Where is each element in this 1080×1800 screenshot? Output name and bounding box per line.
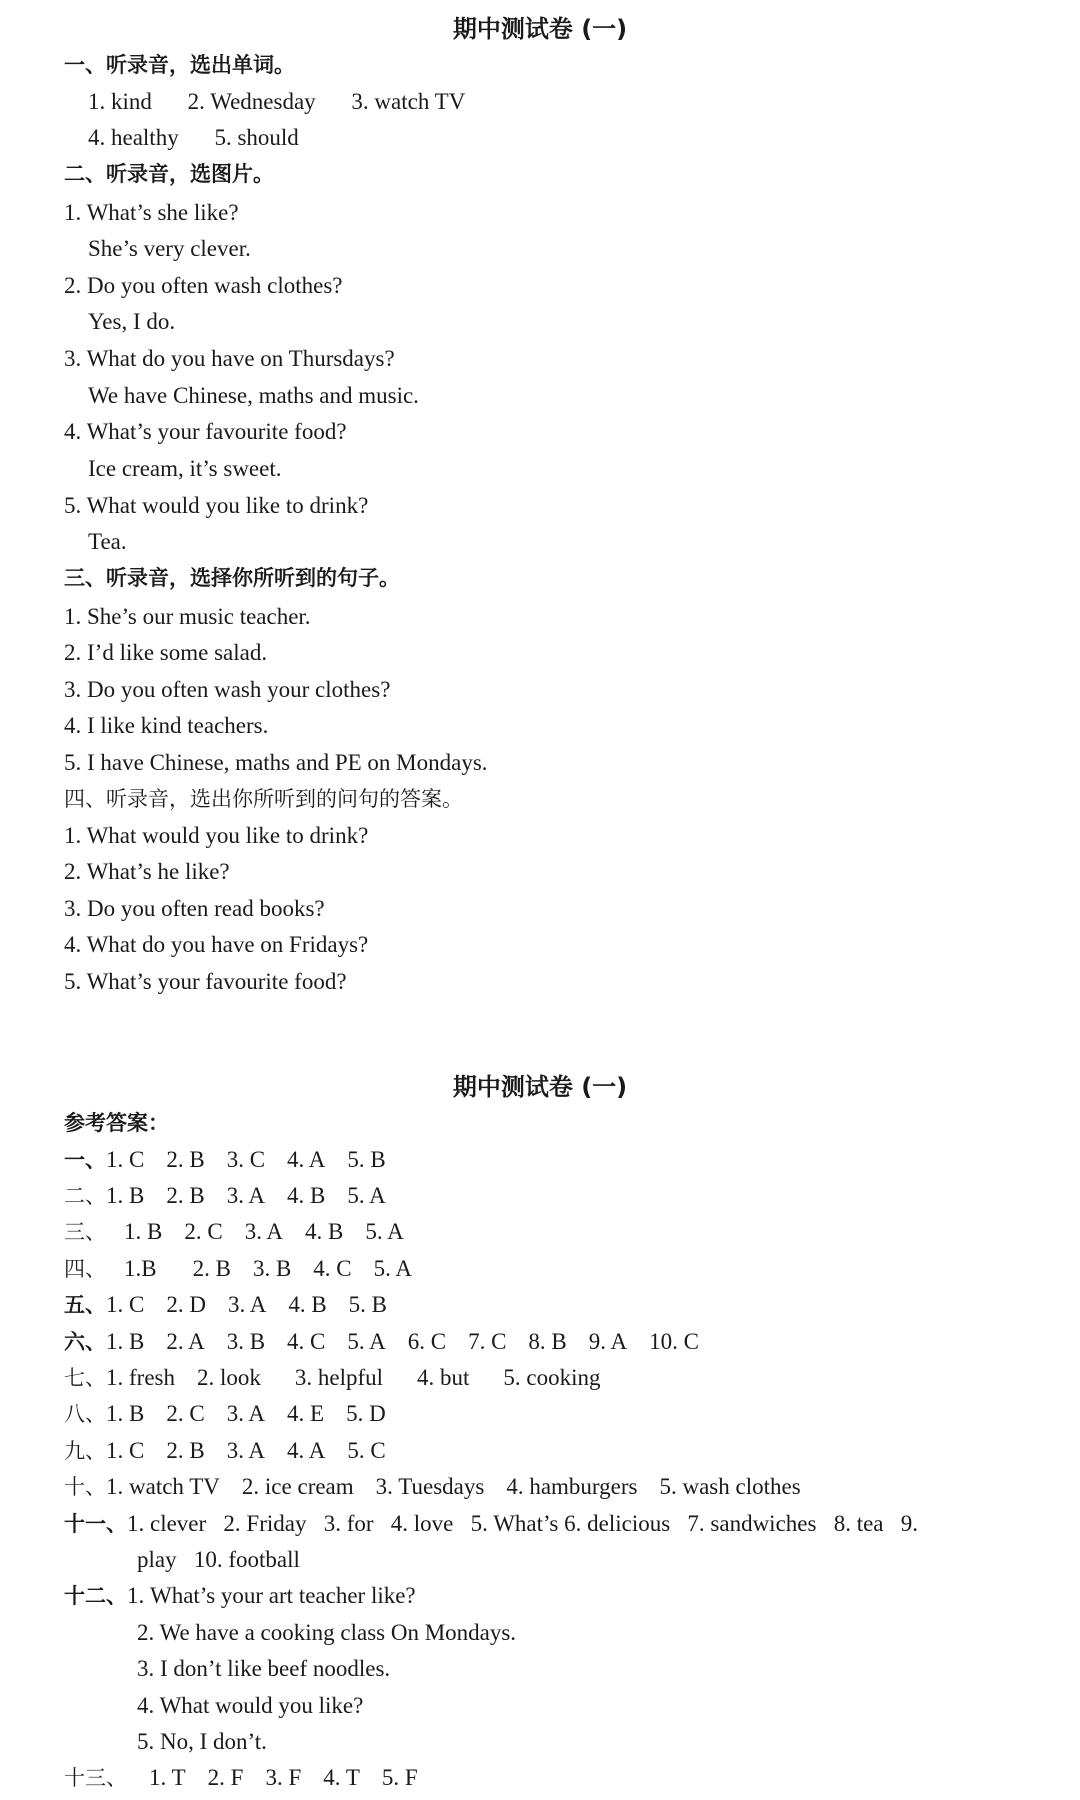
script-line: Ice cream, it’s sweet. <box>88 456 282 481</box>
script-line: 5. What’s your favourite food? <box>64 969 347 994</box>
row-prefix: 三、 <box>64 1220 106 1244</box>
answer-row-8 <box>64 1399 408 1429</box>
answer-line: 1. What’s your art teacher like? <box>127 1583 416 1608</box>
answer-item: 2. D <box>166 1292 206 1317</box>
answer-item: 1. C <box>106 1438 145 1463</box>
script-line: 2. What’s he like? <box>64 859 230 884</box>
answer-item: 4. E <box>287 1401 325 1426</box>
answer-item: 4. B <box>305 1219 344 1244</box>
answer-item: 4. A <box>287 1147 326 1172</box>
section-1-row-1 <box>88 87 465 117</box>
answer-item: 2. F <box>207 1765 244 1790</box>
row-prefix: 十三、 <box>64 1766 127 1790</box>
answers-title: 期中测试卷 (一) <box>452 1073 628 1101</box>
section-1-heading: 一、听录音，选出单词。 <box>64 53 295 77</box>
answer-item: 3. A <box>227 1292 267 1317</box>
script-line: 1. What would you like to drink? <box>64 823 369 848</box>
answer-item: 5. B <box>348 1292 387 1317</box>
answer-row-7 <box>64 1363 623 1393</box>
script-line: 3. Do you often wash your clothes? <box>64 677 391 702</box>
script-line: We have Chinese, maths and music. <box>88 383 419 408</box>
script-line: 5. I have Chinese, maths and PE on Mondays. <box>64 750 488 775</box>
answer-item: 5. A <box>347 1183 386 1208</box>
script-line: Tea. <box>88 529 127 554</box>
answer-row-11 <box>64 1509 918 1539</box>
answer-item: 3. A <box>226 1183 266 1208</box>
section-2-heading: 二、听录音，选图片。 <box>64 162 274 186</box>
answer-line: 2. We have a cooking class On Mondays. <box>137 1620 517 1645</box>
answer-item: 5. A <box>347 1329 386 1354</box>
script-line: 5. What would you like to drink? <box>64 493 369 518</box>
script-title: 期中测试卷 (一) <box>452 15 628 43</box>
row-prefix: 十一、 <box>64 1512 127 1536</box>
answer-item: 1. B <box>106 1329 145 1354</box>
answer-row-11-continued: play 10. football <box>137 1547 300 1572</box>
answer-item: 4. C <box>313 1256 352 1281</box>
answer-row-10 <box>64 1472 823 1502</box>
answer-row-3 <box>64 1217 426 1247</box>
answer-item: 4. A <box>287 1438 326 1463</box>
answer-item: 5. D <box>346 1401 386 1426</box>
section-4-heading: 四、听录音，选出你所听到的问句的答案。 <box>64 787 463 811</box>
answer-line: 5. No, I don’t. <box>137 1729 267 1754</box>
script-line: 1. She’s our music teacher. <box>64 604 311 629</box>
answer-item: 7. C <box>468 1329 507 1354</box>
answer-item: 3. A <box>226 1401 266 1426</box>
answer-item: 5. cooking <box>503 1365 601 1390</box>
script-line: 2. I’d like some salad. <box>64 640 268 665</box>
answer-row-4 <box>64 1254 434 1284</box>
answer-item: 1. B <box>124 1219 163 1244</box>
list-item: 1. kind <box>88 89 152 114</box>
answer-item: 2. B <box>166 1183 205 1208</box>
script-line: 4. What do you have on Fridays? <box>64 932 369 957</box>
answers-label: 参考答案： <box>64 1111 169 1135</box>
answer-item: 4. hamburgers <box>506 1474 638 1499</box>
row-prefix: 八、 <box>64 1402 106 1426</box>
answer-item: 4. C <box>287 1329 326 1354</box>
section-1-row-2 <box>88 123 299 153</box>
answer-item: 8. B <box>528 1329 567 1354</box>
answer-item: 1. watch TV <box>106 1474 220 1499</box>
script-line: Yes, I do. <box>88 309 176 334</box>
answer-item: 9. A <box>588 1329 628 1354</box>
answer-item: 1. B <box>106 1183 145 1208</box>
answer-item: 1. B <box>106 1401 145 1426</box>
answer-item: 2. look <box>196 1365 261 1390</box>
row-prefix: 七、 <box>64 1366 106 1390</box>
row-prefix: 一、 <box>64 1148 106 1172</box>
answer-line: 1. clever 2. Friday 3. for 4. love 5. What’s 6. delicious 7. sandwiches 8. tea 9. <box>127 1511 918 1536</box>
answer-row-9 <box>64 1436 408 1466</box>
answer-item: 4. but <box>417 1365 470 1390</box>
answer-item: 3. A <box>244 1219 284 1244</box>
answer-item: 2. B <box>166 1438 205 1463</box>
answer-item: 3. C <box>226 1147 266 1172</box>
answer-item: 5. A <box>365 1219 404 1244</box>
row-prefix: 五、 <box>64 1293 106 1317</box>
answer-item: 5. C <box>347 1438 386 1463</box>
answer-item: 4. B <box>288 1292 327 1317</box>
answer-item: 5. B <box>347 1147 386 1172</box>
script-line: 1. What’s she like? <box>64 200 239 225</box>
answer-item: 4. B <box>287 1183 326 1208</box>
answer-row-13 <box>64 1763 440 1793</box>
answer-item: 2. ice cream <box>241 1474 354 1499</box>
answer-item: 3. B <box>226 1329 266 1354</box>
answer-row-1 <box>64 1145 408 1175</box>
answer-item: 1. C <box>106 1147 145 1172</box>
script-line: She’s very clever. <box>88 236 251 261</box>
answer-row-5 <box>64 1290 409 1320</box>
answer-item: 2. B <box>192 1256 231 1281</box>
script-line: 3. What do you have on Thursdays? <box>64 346 395 371</box>
list-item: 5. should <box>214 125 299 150</box>
answer-item: 10. C <box>649 1329 699 1354</box>
list-item: 2. Wednesday <box>187 89 316 114</box>
answer-item: 4. T <box>323 1765 360 1790</box>
answer-row-12 <box>64 1581 416 1611</box>
answer-item: 5. F <box>381 1765 418 1790</box>
answer-item: 3. helpful <box>294 1365 384 1390</box>
answer-line: 3. I don’t like beef noodles. <box>137 1656 391 1681</box>
row-prefix: 六、 <box>64 1330 106 1354</box>
answer-row-2 <box>64 1181 408 1211</box>
answer-item: 3. B <box>252 1256 292 1281</box>
answer-item: 6. C <box>407 1329 447 1354</box>
row-prefix: 十、 <box>64 1475 106 1499</box>
answer-item: 1. C <box>106 1292 145 1317</box>
answer-item: 2. C <box>184 1219 223 1244</box>
script-line: 3. Do you often read books? <box>64 896 325 921</box>
answer-item: 5. A <box>373 1256 412 1281</box>
answer-item: 3. A <box>226 1438 266 1463</box>
section-3-heading: 三、听录音，选择你所听到的句子。 <box>64 566 400 590</box>
row-prefix: 四、 <box>64 1257 106 1281</box>
answer-item: 3. F <box>265 1765 302 1790</box>
answer-item: 1. T <box>149 1765 186 1790</box>
answer-item: 1.B <box>124 1256 157 1281</box>
row-prefix: 十二、 <box>64 1584 127 1608</box>
row-prefix: 九、 <box>64 1439 106 1463</box>
answer-item: 3. Tuesdays <box>375 1474 485 1499</box>
script-line: 4. I like kind teachers. <box>64 713 269 738</box>
answer-item: 5. wash clothes <box>659 1474 801 1499</box>
answer-item: 2. B <box>166 1147 205 1172</box>
answer-item: 2. A <box>166 1329 205 1354</box>
row-prefix: 二、 <box>64 1184 106 1208</box>
script-line: 2. Do you often wash clothes? <box>64 273 343 298</box>
answer-row-6 <box>64 1327 721 1357</box>
script-line: 4. What’s your favourite food? <box>64 419 347 444</box>
list-item: 3. watch TV <box>351 89 466 114</box>
answer-item: 1. fresh <box>106 1365 175 1390</box>
answer-line: 4. What would you like? <box>137 1693 364 1718</box>
answer-item: 2. C <box>166 1401 205 1426</box>
list-item: 4. healthy <box>88 125 179 150</box>
